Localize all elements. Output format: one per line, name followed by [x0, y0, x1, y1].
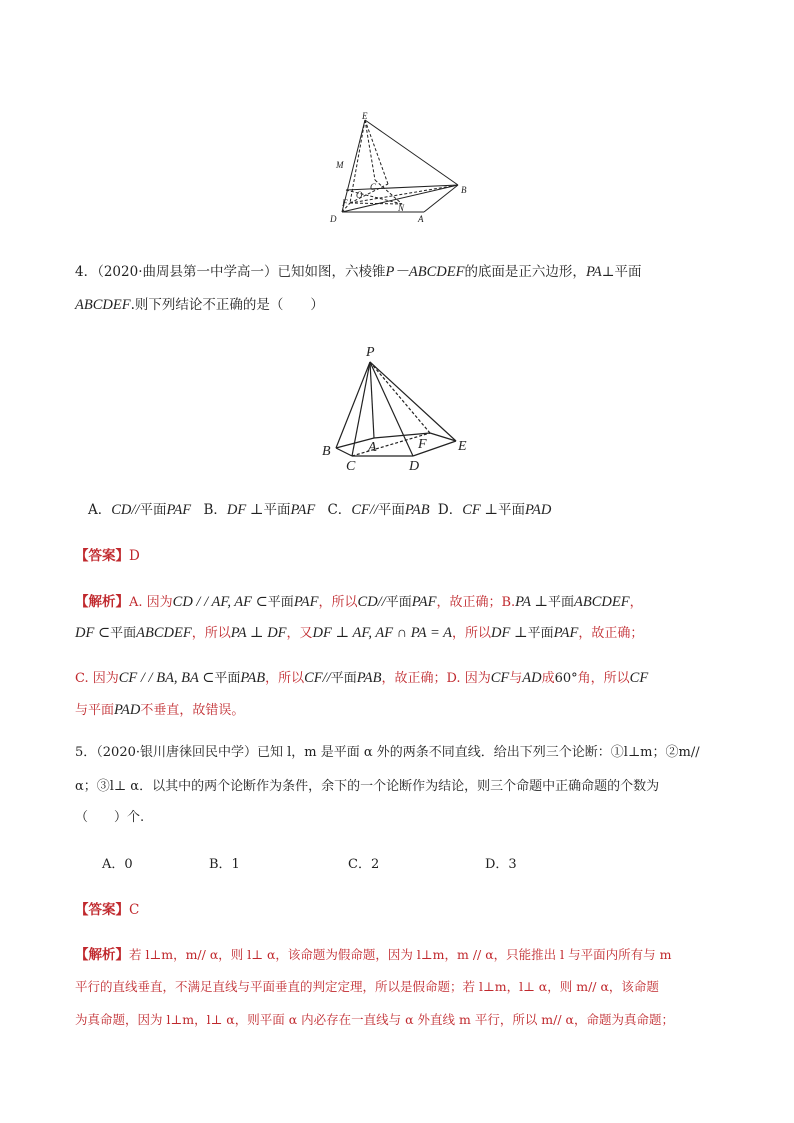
figure-solid-top: [320, 108, 480, 233]
fig1-label-c: C: [370, 182, 377, 192]
q5-analysis-line1: 【解析】若 l⊥m，m// α，则 l⊥ α，该命题为假命题，因为 l⊥m，m // α，只能推出 l 与平面内所有与 m: [75, 947, 672, 963]
fig2-label-f: F: [418, 437, 427, 452]
q5-answer-value: C: [129, 902, 140, 918]
fig2-label-a: A: [368, 440, 377, 455]
q4-option-b: B．DF ⊥平面PAF: [203, 502, 316, 518]
q4-analysis-line4: 与平面PAD不垂直，故错误。: [75, 702, 245, 718]
fig1-label-b: B: [461, 185, 467, 195]
q4-stem-line1: 4．（2020·曲周县第一中学高一）已知如图，六棱锥P－ABCDEF的底面是正六边形，PA⊥平面: [75, 264, 642, 280]
q4-answer-value: D: [129, 548, 140, 564]
q4-analysis-line2: DF ⊂平面ABCDEF，所以PA ⊥ DF，又DF ⊥ AF, AF ∩ PA = A，所以DF ⊥平面PAF，故正确；: [75, 625, 644, 641]
fig2-label-c: C: [346, 459, 356, 474]
fig1-label-a: A: [418, 214, 424, 224]
q4-option-d: D．CF ⊥平面PAD: [437, 502, 552, 518]
q4-analysis-line3: C. 因为CF / / BA, BA ⊂平面PAB，所以CF//平面PAB，故正确；D. 因为CF与AD成60°角，所以CF: [75, 670, 649, 686]
q5-option-a: A．0: [102, 857, 133, 872]
fig1-label-f: F: [342, 198, 348, 208]
fig1-label-d: D: [330, 214, 337, 224]
fig2-label-d: D: [409, 459, 420, 474]
q4-answer: 【答案】D: [75, 548, 140, 564]
q4-options: [88, 500, 551, 520]
fig1-label-n: N: [398, 203, 405, 213]
fig1-label-o: O: [356, 190, 363, 200]
q4-analysis-line1: 【解析】A. 因为CD / / AF, AF ⊂平面PAF，所以CD//平面PAF，故正确；B.PA ⊥平面ABCDEF，: [75, 594, 643, 610]
q5-stem-line3: （ ）个.: [75, 810, 145, 825]
q4-option-a: A．CD//平面PAF: [88, 502, 192, 518]
q5-answer: 【答案】C: [75, 902, 140, 918]
q4-stem-line2: ABCDEF.则下列结论不正确的是（ ）: [75, 297, 324, 313]
q5-analysis-line2: 平行的直线垂直，不满足直线与平面垂直的判定定理，所以是假命题；若 l⊥m，l⊥ α，则 m// α，该命题: [75, 979, 659, 994]
fig2-label-p: P: [366, 345, 375, 360]
q5-option-d: D．3: [485, 857, 517, 872]
fig1-label-e: E: [362, 111, 368, 121]
q5-stem-line2: α；③l⊥ α．以其中的两个论断作为条件，余下的一个论断作为结论，则三个命题中正确命题的个数为: [75, 779, 660, 794]
figure-hexagonal-pyramid: [318, 340, 478, 475]
q5-stem-line1: 5．（2020·银川唐徕回民中学）已知 l，m 是平面 α 外的两条不同直线．给出下列三个论断：①l⊥m；②m//: [75, 745, 700, 760]
fig1-label-m: M: [336, 160, 344, 170]
q4-option-c: C．CF//平面PAB: [327, 502, 430, 518]
fig2-label-e: E: [458, 439, 467, 454]
q5-option-c: C．2: [348, 857, 380, 872]
fig2-label-b: B: [322, 444, 331, 459]
q5-option-b: B．1: [209, 857, 240, 872]
q5-analysis-line3: 为真命题，因为 l⊥m，l⊥ α，则平面 α 内必存在一直线与 α 外直线 m 平行，所以 m// α，命题为真命题；: [75, 1012, 674, 1027]
